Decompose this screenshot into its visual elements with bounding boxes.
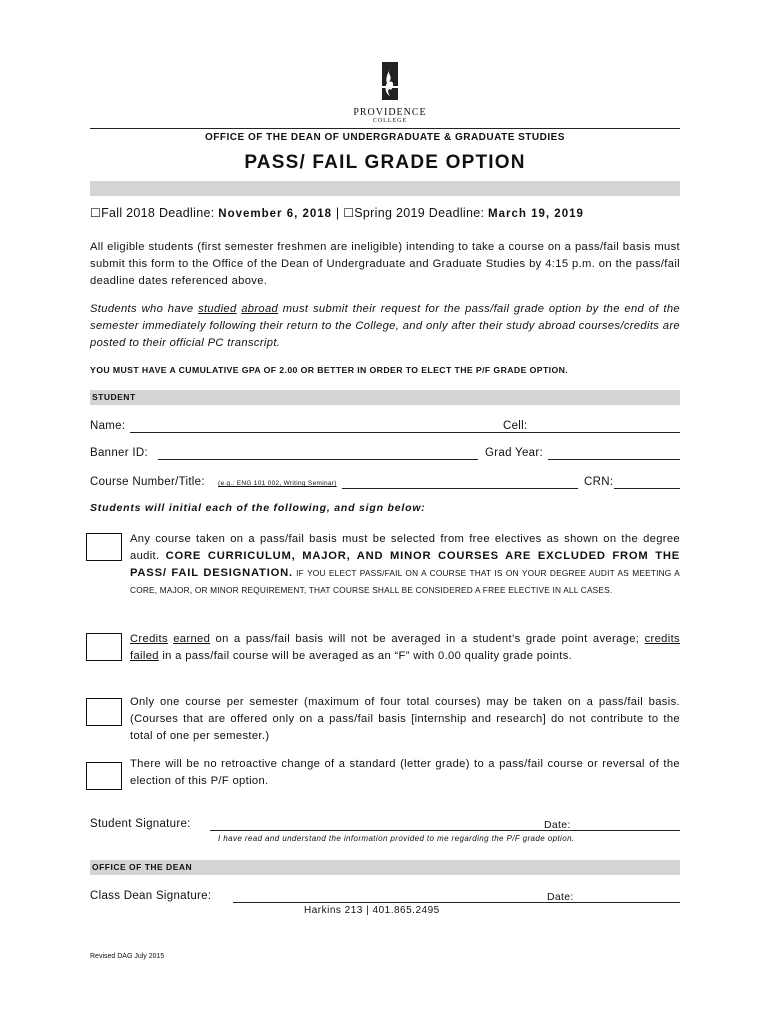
class-dean-signature-field[interactable] [233,890,680,903]
item-1-caps: CORE CURRICULUM, MAJOR, AND MINOR COURSES ARE EXCLUDED FROM THE PASS/ FAIL DESIGNATION. [130,550,680,579]
dean-section-header: OFFICE OF THE DEAN [90,860,680,875]
banner-id-field[interactable] [158,447,478,460]
banner-grad-row [90,447,680,463]
abroad-rest: must submit their request for the pass/fail grade option by the end of the semester immediately following their return to the College, and only after their study abroad courses/credits are posted to their official PC transcript. [90,303,680,349]
fall-deadline-date: November 6, 2018 [218,208,333,220]
course-title-label: Course Number/Title: [90,476,205,488]
crn-label: CRN: [584,476,614,488]
policy-item-2 [130,631,680,665]
deadline-line [90,206,690,220]
name-cell-row [90,420,680,436]
item-2-credits-b: credits [644,633,680,645]
course-title-field[interactable] [342,476,578,489]
fall-checkbox-icon[interactable]: ☐ [90,206,102,220]
course-crn-row [90,476,680,492]
course-example: (e.g.: ENG 101 002, Writing Seminar) [218,480,337,487]
grad-year-field[interactable] [548,447,680,460]
policy-item-4: There will be no retroactive change of a standard (letter grade) to a pass/fail course or reversal of the election of this P/F option. [130,758,680,787]
item-1-small: IF YOU ELECT PASS/FAIL ON A COURSE THAT IS ON YOUR DEGREE AUDIT AS MEETING A CORE, MAJOR, OR MINOR REQUIREMENT, THAT COURSE SHALL BE CONSIDERED A FREE ELECTIVE IN ALL CASES. [130,568,681,595]
gpa-notice: YOU MUST HAVE A CUMULATIVE GPA OF 2.00 OR BETTER IN ORDER TO ELECT THE P/F GRADE OPTION. [90,365,569,375]
student-date-label: Date: [544,819,571,831]
student-signature-label: Student Signature: [90,818,191,830]
banner-id-label: Banner ID: [90,447,148,459]
initial-box-2[interactable] [86,633,122,661]
title-divider-bar [90,181,680,196]
fall-deadline-label: Fall 2018 Deadline: [101,206,215,220]
abroad-abroad: abroad [241,303,279,315]
dean-office-contact: Harkins 213 | 401.865.2495 [304,905,440,916]
deadline-separator: | [335,206,340,220]
initial-box-3[interactable] [86,698,122,726]
dean-date-label: Date: [547,891,574,903]
abroad-lead: Students who have [90,303,199,315]
student-section-header: STUDENT [90,390,680,405]
item-1-text: Any course taken on a pass/fail basis must be selected from free electives as shown on the degree audit. [130,533,680,562]
cell-label: Cell: [503,420,528,432]
spring-deadline-label: Spring 2019 Deadline: [354,206,485,220]
name-label: Name: [90,420,126,432]
item-2-text-a: on a pass/fail basis will not be averaged in a student’s grade point average; [210,633,645,645]
student-signature-row [90,818,680,834]
initial-box-1[interactable] [86,533,122,561]
spring-checkbox-icon[interactable]: ☐ [343,206,355,220]
college-sub: COLLEGE [372,118,408,124]
cell-field[interactable] [535,420,680,433]
grad-year-label: Grad Year: [485,447,543,459]
crn-field[interactable] [614,476,680,489]
pc-shield-flame-icon [380,62,400,100]
item-2-text-b: in a pass/fail course will be averaged as an “F” with 0.00 quality grade points. [158,650,573,662]
study-abroad-paragraph [90,301,680,352]
revision-note: Revised DAG July 2015 [90,953,165,960]
office-header: OFFICE OF THE DEAN OF UNDERGRADUATE & GRADUATE STUDIES [90,128,680,143]
student-signature-field[interactable] [210,818,680,831]
policy-item-1 [130,531,680,599]
class-dean-signature-label: Class Dean Signature: [90,890,212,902]
policy-item-3: Only one course per semester (maximum of four total courses) may be taken on a pass/fail basis. (Courses that are offered only on a pass/fail basis [internship and research] do not contribute to the total of one per semester.) [130,696,680,742]
college-logo [340,62,440,124]
item-2-earned: earned [173,633,211,645]
spring-deadline-date: March 19, 2019 [488,208,584,220]
abroad-studied: studied [198,303,237,315]
college-name: PROVIDENCE [353,107,427,118]
intro-paragraph: All eligible students (first semester freshmen are ineligible) intending to take a course on a pass/fail basis must submit this form to the Office of the Dean of Undergraduate and Graduate Studies by 4:15 p.m. on the pass/fail deadline dates referenced above. [90,241,680,287]
page-title: PASS/ FAIL GRADE OPTION [244,152,526,173]
dean-signature-row [90,890,680,906]
initial-box-4[interactable] [86,762,122,790]
signature-acknowledgement: I have read and understand the information provided to me regarding the P/F grade option. [218,834,575,843]
item-2-credits: Credits [130,633,168,645]
initial-instructions: Students will initial each of the following, and sign below: [90,502,426,514]
item-2-failed: failed [130,650,159,662]
